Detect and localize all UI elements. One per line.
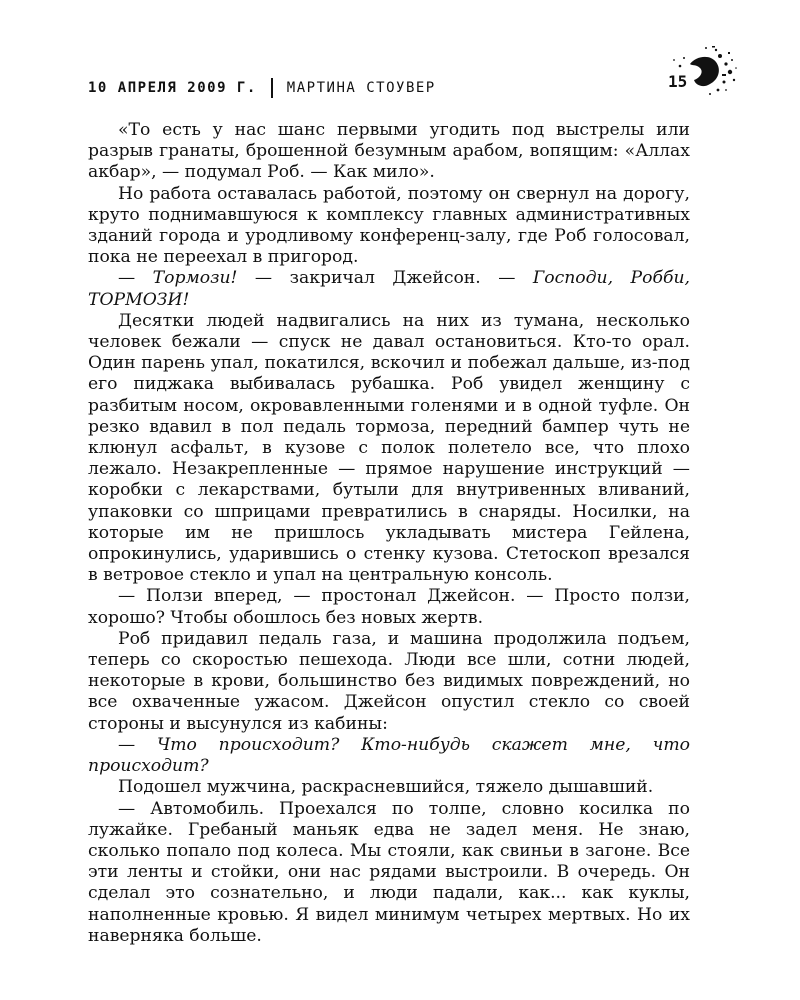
text-run: — Автомобиль. Проехался по толпе, словно косилка по лужайке. Гребаный маньяк едва не задел меня. Не знаю, сколько попало под колеса. Мы стояли, как свиньи в загоне. Все эти ленты и стойки, они нас рядами выстроили. В очередь. Он сделал это сознательно, и люди падали, как... как куклы, наполненные кровью. Я видел минимум четырех мертвых. Но их наверняка больше. (88, 798, 690, 946)
text-run: — (118, 268, 153, 289)
text-run: «То есть у нас шанс первыми угодить под выстрелы или разрыв гранаты, брошенной безумным арабом, вопящим: «Аллах акбар», — подумал Роб. — Как мило». (88, 120, 690, 183)
header-author: МАРТИНА СТОУВЕР (286, 80, 436, 96)
paragraph (88, 629, 690, 735)
text-run: Десятки людей надвигались на них из тумана, несколько человек бежали — спуск не давал остановиться. Кто-то орал. Один парень упал, покатился, вскочил и побежал дальше, из-под его пиджака выбивалась рубашка. Роб увидел женщину с разбитым носом, окровавленными голенями и в одной туфле. Он резко вдавил в пол педаль тормоза, передний бампер чуть не клюнул асфальт, в кузове с полок полетело все, что плохо лежало. Незакрепленные — прямое нарушение инструкций — коробки с лекарствами, бутыли для внутривенных вливаний, упаковки со шприцами превратились в снаряды. Носилки, на которые им не пришлось укладывать мистера Гейлена, опрокинулись, ударившись о стенку кузова. Стетоскоп врезался в ветровое стекло и упал на центральную консоль. (88, 310, 690, 586)
page-number: 15 (668, 72, 688, 91)
paragraph (88, 777, 690, 798)
italic-text: Что происходит? Кто-нибудь скажет мне, что происходит? (88, 734, 690, 777)
body-text (88, 120, 690, 947)
text-run: — Ползи вперед, — простонал Джейсон. — Просто ползи, хорошо? Чтобы обошлось без новых жертв. (88, 586, 690, 628)
paragraph (88, 311, 690, 587)
text-run: Но работа оставалась работой, поэтому он свернул на дорогу, круто поднимавшуюся к комплексу главных административных зданий города и уродливому конференц-залу, где Роб голосовал, пока не переехал в пригород. (88, 183, 690, 268)
paragraph (88, 586, 690, 628)
text-run: Роб придавил педаль газа, и машина продолжила подъем, теперь со скоростью пешехода. Люди все шли, сотни людей, некоторые в крови, большинство без видимых повреждений, но все охваченные ужасом. Джейсон опустил стекло со своей стороны и высунулся из кабины: (88, 628, 690, 734)
text-run: Подошел мужчина, раскрасневшийся, тяжело дышавший. (118, 777, 654, 798)
paragraph (88, 799, 690, 947)
text-run: — (118, 734, 157, 755)
paragraph (88, 735, 690, 777)
running-header (88, 76, 688, 100)
header-date: 10 АПРЕЛЯ 2009 Г. (88, 80, 257, 96)
italic-text: Господи, Робби, ТОРМОЗИ! (88, 268, 690, 310)
text-run: — закричал Джейсон. — (237, 268, 533, 289)
paragraph (88, 184, 690, 269)
italic-text: Тормози! (152, 268, 238, 289)
paragraph (88, 268, 690, 310)
paragraph (88, 120, 690, 184)
page-number-block (660, 42, 740, 102)
header-separator (271, 78, 273, 98)
